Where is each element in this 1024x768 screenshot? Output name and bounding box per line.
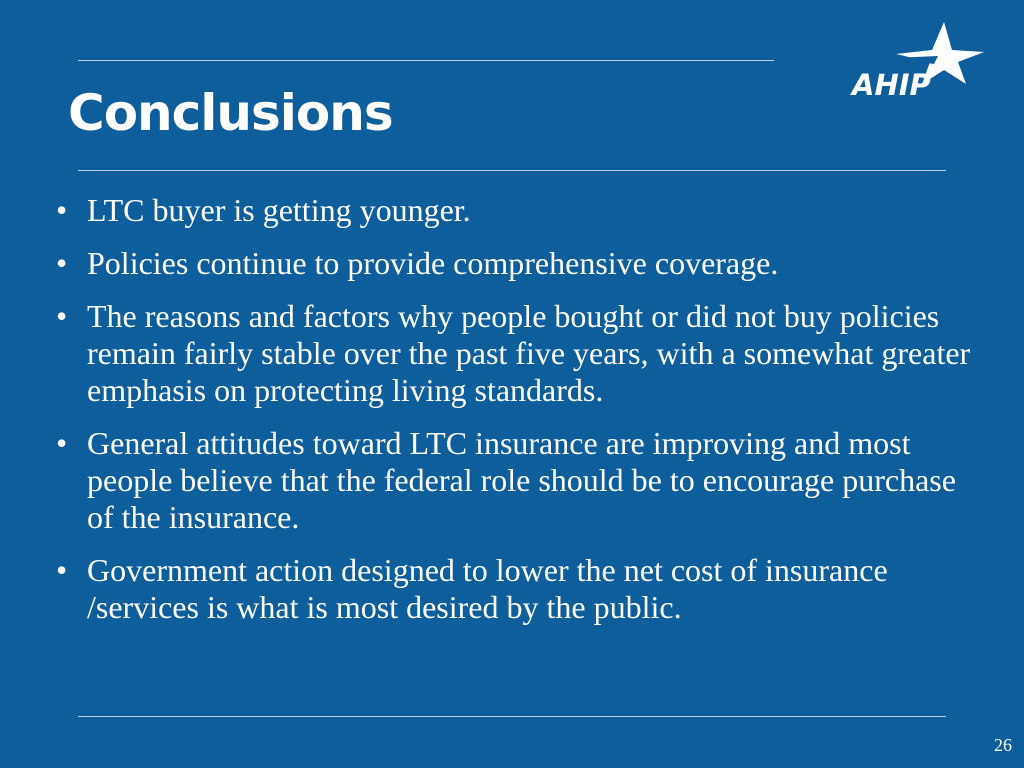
bottom-divider	[78, 716, 946, 717]
top-divider	[78, 60, 774, 61]
bullet-item	[56, 552, 986, 626]
page-number: 26	[994, 735, 1012, 755]
bullet-item	[56, 425, 986, 536]
bullet-text: LTC buyer is getting younger.	[87, 192, 471, 228]
bullet-list	[56, 192, 986, 642]
bullet-text: Government action designed to lower the net cost of insurance /services is what is most desired by the public.	[87, 552, 888, 625]
title-divider	[78, 170, 946, 171]
bullet-icon: •	[56, 192, 68, 228]
bullet-item	[56, 245, 986, 282]
bullet-icon: •	[56, 298, 68, 334]
bullet-item	[56, 192, 986, 229]
bullet-text: The reasons and factors why people bought or did not buy policies remain fairly stable over the past five years, with a somewhat greater emphasis on protecting living standards.	[87, 298, 971, 408]
logo-text: AHIP	[852, 68, 931, 102]
slide-title: Conclusions	[68, 84, 393, 142]
bullet-icon: •	[56, 245, 68, 281]
ahip-logo	[846, 20, 992, 106]
bullet-icon: •	[56, 552, 68, 588]
bullet-text: General attitudes toward LTC insurance are improving and most people believe that the federal role should be to encourage purchase of the insurance.	[87, 425, 956, 535]
bullet-item	[56, 298, 986, 409]
bullet-icon: •	[56, 425, 68, 461]
bullet-text: Policies continue to provide comprehensive coverage.	[87, 245, 779, 281]
